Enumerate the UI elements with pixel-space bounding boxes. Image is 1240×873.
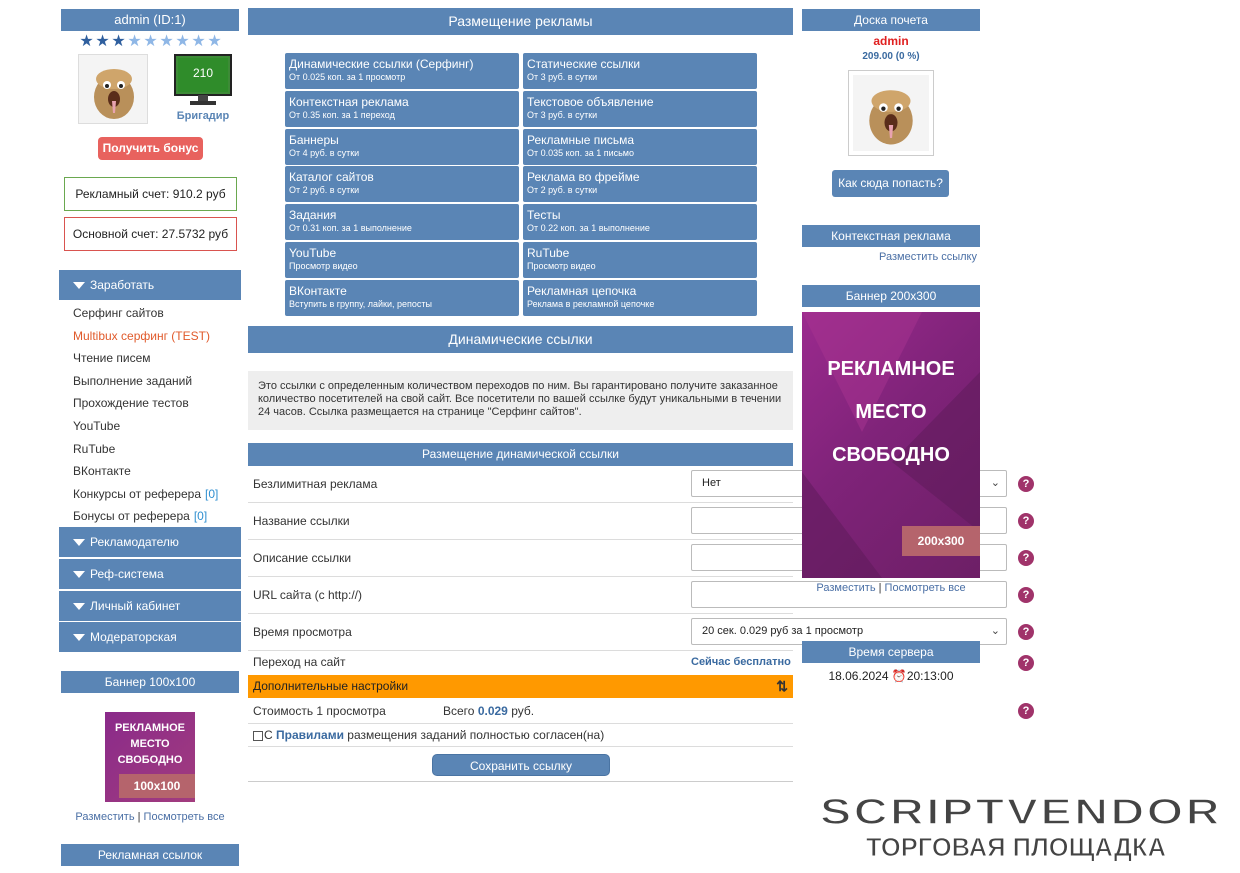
save-link-button[interactable]: Сохранить ссылку bbox=[432, 754, 610, 776]
menu-earn-label: Заработать bbox=[90, 278, 155, 292]
honor-user-name[interactable]: admin bbox=[873, 34, 909, 48]
option-context-ads[interactable]: Контекстная реклама От 0.35 коп. за 1 переход bbox=[285, 91, 519, 127]
rating-star-icon: ★ bbox=[95, 33, 110, 50]
form-row-cost bbox=[248, 698, 1030, 724]
form-title: Размещение динамической ссылки bbox=[248, 443, 793, 466]
banner-300-links: Разместить | Посмотреть все bbox=[816, 582, 966, 594]
caret-down-icon bbox=[73, 571, 85, 578]
honor-avatar[interactable] bbox=[848, 70, 934, 156]
option-site-catalog[interactable]: Каталог сайтов От 2 руб. в сутки bbox=[285, 166, 519, 202]
menu-item-tests[interactable]: Прохождение тестов bbox=[73, 396, 189, 411]
page-title: Размещение рекламы bbox=[248, 8, 793, 35]
honor-user-value: 209.00 (0 %) bbox=[862, 51, 920, 62]
option-text-ad[interactable]: Текстовое объявление От 3 руб. в сутки bbox=[523, 91, 757, 127]
chevron-down-icon: ⌄ bbox=[990, 625, 1000, 637]
level-monitor-icon bbox=[174, 54, 232, 100]
avatar[interactable] bbox=[78, 54, 148, 124]
ad-link-title: Рекламная ссылок bbox=[61, 844, 239, 866]
user-rating bbox=[79, 34, 229, 50]
caret-down-icon bbox=[73, 603, 85, 610]
rating-star-icon: ★ bbox=[127, 33, 142, 50]
menu-item-vk[interactable]: ВКонтакте bbox=[73, 464, 131, 479]
divider bbox=[248, 781, 793, 782]
help-icon[interactable]: ? bbox=[1018, 587, 1034, 603]
link-name-label: Название ссылки bbox=[253, 514, 350, 528]
view-time-label: Время просмотра bbox=[253, 625, 352, 639]
menu-cabinet[interactable] bbox=[59, 591, 241, 621]
form-row-time bbox=[248, 614, 1030, 651]
chevron-down-icon: ⌄ bbox=[990, 477, 1000, 489]
place-banner-link[interactable]: Разместить bbox=[75, 811, 135, 823]
banner-200x300[interactable]: РЕКЛАМНОЕ МЕСТО СВОБОДНО 200x300 bbox=[802, 312, 980, 578]
help-icon[interactable]: ? bbox=[1018, 476, 1034, 492]
url-label: URL сайта (с http://) bbox=[253, 588, 362, 602]
avatar-image bbox=[853, 75, 929, 151]
rating-star-icon: ★ bbox=[111, 33, 126, 50]
extra-settings-toggle[interactable]: Дополнительные настройки ⇅ bbox=[248, 675, 793, 698]
cost-value: 0.029 bbox=[477, 704, 508, 718]
option-static-links[interactable]: Статические ссылки От 3 руб. в сутки bbox=[523, 53, 757, 89]
context-ads-title: Контекстная реклама bbox=[802, 225, 980, 247]
count-badge: [0] bbox=[193, 509, 208, 524]
caret-down-icon bbox=[73, 282, 85, 289]
place-link-link[interactable]: Разместить ссылку bbox=[879, 251, 977, 263]
rating-star-icon: ★ bbox=[79, 33, 94, 50]
option-ad-letters[interactable]: Рекламные письма От 0.035 коп. за 1 письмо bbox=[523, 129, 757, 165]
help-icon[interactable]: ? bbox=[1018, 703, 1034, 719]
unlimited-label: Безлимитная реклама bbox=[253, 477, 378, 491]
view-all-link[interactable]: Посмотреть все bbox=[143, 811, 225, 823]
server-time-title: Время сервера bbox=[802, 641, 980, 663]
agree-row: С Правилами размещения заданий полностью согласен(на) bbox=[253, 728, 604, 742]
rating-star-icon: ★ bbox=[159, 33, 174, 50]
place-banner-link[interactable]: Разместить bbox=[816, 582, 876, 594]
count-badge: [0] bbox=[205, 486, 219, 501]
earn-menu-list bbox=[73, 304, 241, 530]
option-tasks[interactable]: Задания От 0.31 коп. за 1 выполнение bbox=[285, 204, 519, 240]
banner-100-title: Баннер 100x100 bbox=[61, 671, 239, 693]
watermark-line2: ТОРГОВАЯ ПЛОЩАДКА bbox=[866, 832, 1167, 862]
section-description: Это ссылки с определенным количеством переходов по ним. Вы гарантировано получите заказанное количество посетителей на свой сайт. Все посетители по вашей ссылке будут уникальными в течении 24 часов. Ссылка размещается на странице "Серфинг сайтов". bbox=[248, 371, 793, 430]
menu-earn[interactable] bbox=[59, 270, 241, 300]
menu-item-surfing[interactable]: Серфинг сайтов bbox=[73, 306, 164, 320]
server-time bbox=[802, 669, 980, 683]
main-account-balance[interactable]: Основной счет: 27.5732 руб bbox=[64, 217, 237, 251]
option-dynamic-links[interactable]: Динамические ссылки (Серфинг) От 0.025 коп. за 1 просмотр bbox=[285, 53, 519, 89]
honor-board-title: Доска почета bbox=[802, 9, 980, 31]
option-rutube[interactable]: RuTube Просмотр видео bbox=[523, 242, 757, 278]
rating-star-icon: ★ bbox=[207, 33, 222, 50]
alarm-clock-icon: ⏰ bbox=[891, 669, 907, 683]
caret-down-icon bbox=[73, 539, 85, 546]
caret-down-icon bbox=[73, 634, 85, 641]
user-level: 210 bbox=[192, 66, 214, 80]
ad-account-balance[interactable]: Рекламный счет: 910.2 руб bbox=[64, 177, 237, 211]
menu-moderator-label: Модераторская bbox=[90, 630, 177, 644]
section-title: Динамические ссылки bbox=[248, 326, 793, 353]
banner-100-links: Разместить | Посмотреть все bbox=[75, 811, 225, 823]
option-vk[interactable]: ВКонтакте Вступить в группу, лайки, репосты bbox=[285, 280, 519, 316]
option-frame-ad[interactable]: Реклама во фрейме От 2 руб. в сутки bbox=[523, 166, 757, 202]
expand-arrows-icon: ⇅ bbox=[776, 678, 788, 694]
form-row-name bbox=[248, 503, 1030, 540]
rating-star-icon: ★ bbox=[175, 33, 190, 50]
transition-label: Переход на сайт bbox=[253, 655, 346, 669]
cost-value-wrap: Всего 0.029 руб. bbox=[443, 704, 535, 718]
menu-advertiser[interactable] bbox=[59, 527, 241, 557]
view-time-select[interactable]: 20 сек. 0.029 руб за 1 просмотр ⌄ bbox=[691, 618, 1007, 645]
menu-moderator[interactable] bbox=[59, 622, 241, 652]
menu-item-multibux[interactable]: Multibux серфинг (TEST) bbox=[73, 328, 210, 343]
banner-size-tag: 200x300 bbox=[902, 526, 980, 556]
menu-item-youtube[interactable]: YouTube bbox=[73, 418, 121, 433]
server-date: 18.06.2024 bbox=[828, 669, 889, 683]
divider bbox=[248, 746, 793, 747]
help-icon[interactable]: ? bbox=[1018, 655, 1034, 671]
help-icon[interactable]: ? bbox=[1018, 550, 1034, 566]
watermark-line1: SCRIPTVENDOR bbox=[820, 792, 1222, 832]
help-icon[interactable]: ? bbox=[1018, 624, 1034, 640]
menu-item-mails[interactable]: Чтение писем bbox=[73, 351, 151, 366]
transition-value: Сейчас бесплатно bbox=[691, 656, 791, 668]
menu-item-tasks[interactable]: Выполнение заданий bbox=[73, 373, 193, 388]
rules-link[interactable]: Правилами bbox=[276, 728, 344, 742]
view-all-link[interactable]: Посмотреть все bbox=[884, 582, 966, 594]
agree-checkbox[interactable] bbox=[253, 731, 263, 741]
banner-100x100[interactable]: РЕКЛАМНОЕ МЕСТО СВОБОДНО 100x100 bbox=[105, 712, 195, 802]
avatar-image bbox=[79, 55, 148, 124]
option-ad-chain[interactable]: Рекламная цепочка Реклама в рекламной цепочке bbox=[523, 280, 757, 316]
menu-advertiser-label: Рекламодателю bbox=[90, 535, 179, 549]
option-tests[interactable]: Тесты От 0.22 коп. за 1 выполнение bbox=[523, 204, 757, 240]
scriptvendor-watermark bbox=[818, 792, 1228, 862]
rating-star-icon: ★ bbox=[191, 33, 206, 50]
how-to-get-here-button[interactable]: Как сюда попасть? bbox=[832, 170, 949, 197]
server-clock: 20:13:00 bbox=[906, 669, 954, 683]
help-icon[interactable]: ? bbox=[1018, 513, 1034, 529]
option-youtube[interactable]: YouTube Просмотр видео bbox=[285, 242, 519, 278]
menu-item-rutube[interactable]: RuTube bbox=[73, 441, 116, 456]
rating-star-icon: ★ bbox=[143, 33, 158, 50]
menu-ref-label: Реф-система bbox=[90, 567, 164, 581]
user-title: admin (ID:1) bbox=[61, 9, 239, 31]
menu-item-ref-bonuses[interactable]: Бонусы от реферера [0] bbox=[73, 509, 208, 524]
form-row-unlimited bbox=[248, 466, 1030, 503]
menu-item-ref-contests[interactable]: Конкурсы от реферера [0] bbox=[73, 486, 219, 501]
banner-300-title: Баннер 200x300 bbox=[802, 285, 980, 307]
unlimited-select[interactable]: Нет ⌄ bbox=[691, 470, 1007, 497]
link-desc-label: Описание ссылки bbox=[253, 551, 352, 565]
option-banners[interactable]: Баннеры От 4 руб. в сутки bbox=[285, 129, 519, 165]
get-bonus-button[interactable]: Получить бонус bbox=[98, 137, 203, 160]
menu-ref-system[interactable] bbox=[59, 559, 241, 589]
banner-size-tag: 100x100 bbox=[119, 774, 195, 798]
user-rank[interactable]: Бригадир bbox=[176, 110, 230, 122]
menu-cabinet-label: Личный кабинет bbox=[90, 599, 181, 613]
cost-label: Стоимость 1 просмотра bbox=[253, 704, 386, 718]
